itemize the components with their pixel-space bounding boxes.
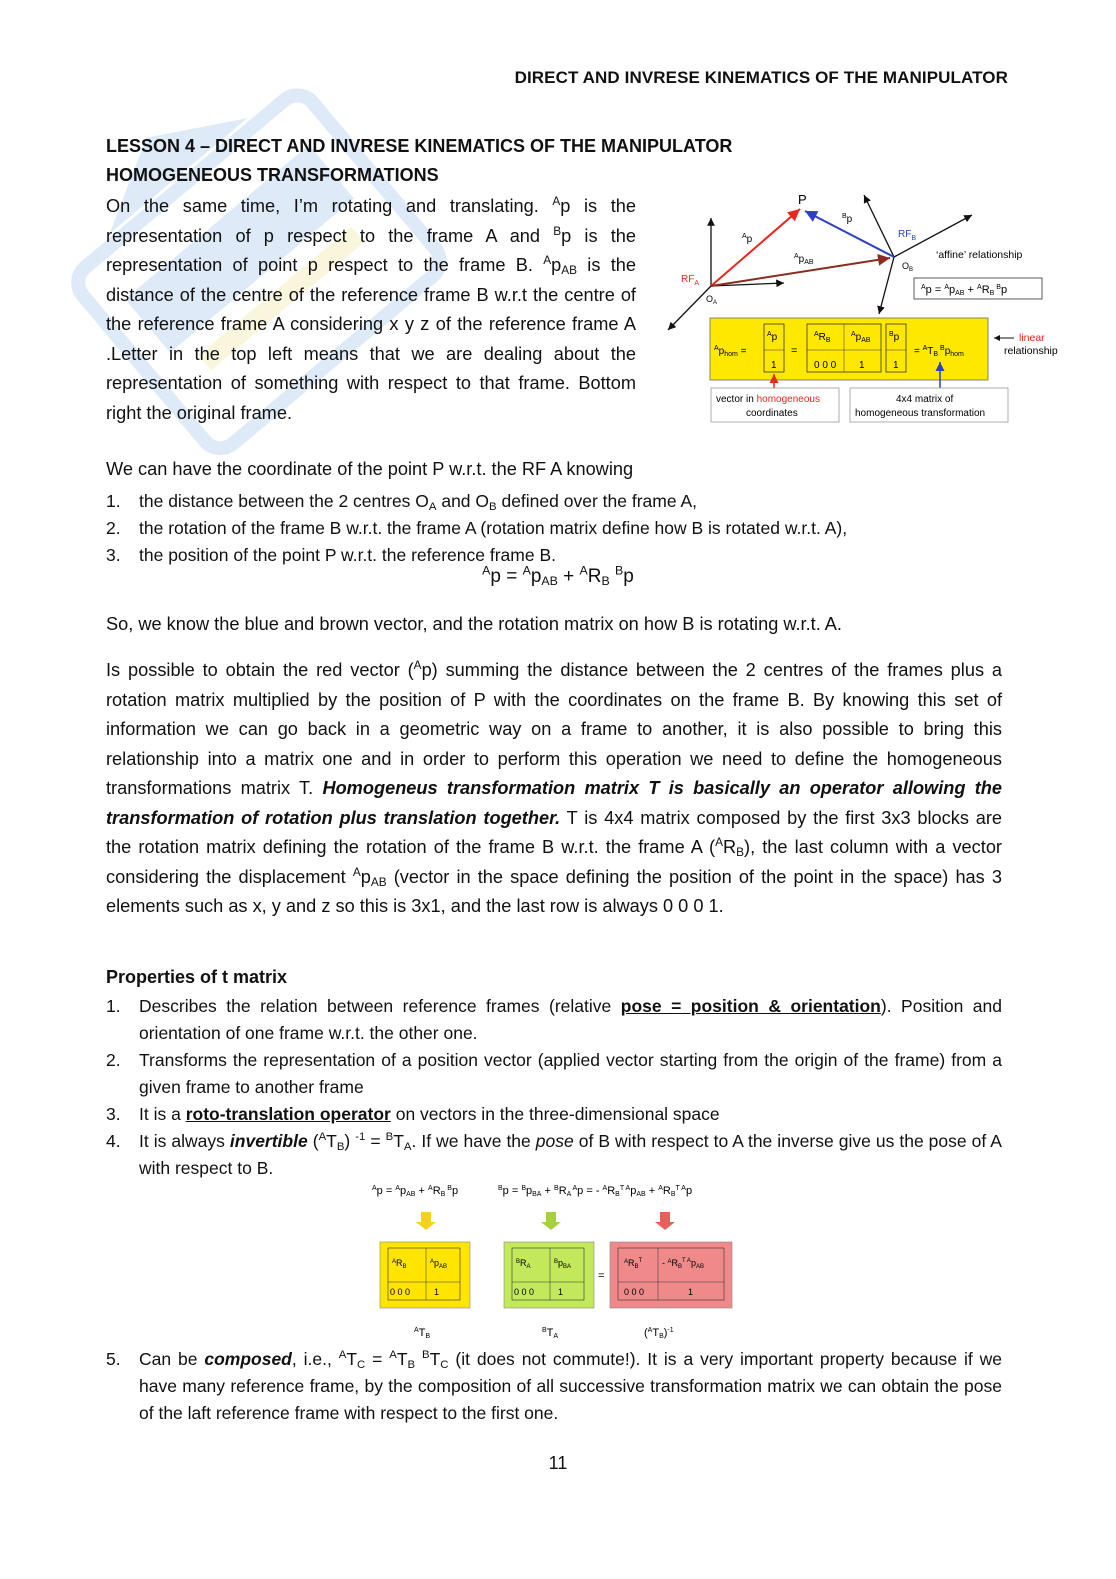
svg-text:ARBT: $^AR_B^T$ xyxy=(624,1258,643,1270)
red-arrow xyxy=(655,1212,675,1230)
page-header: DIRECT AND INVRESE KINEMATICS OF THE MANIPULATOR xyxy=(514,68,1008,87)
list-item: 3. It is a roto-translation operator on vectors in the three-dimensional space xyxy=(106,1104,720,1124)
inverse-matrix-diagram xyxy=(368,1178,738,1342)
svg-text:= ATB Bphom: = $^AT_B$ $^Bp_{hom}$ xyxy=(914,345,964,358)
frame-b-y-axis xyxy=(864,195,894,257)
paragraph-coordinates: We can have the coordinate of the point P w.r.t. the RF A knowing xyxy=(106,459,634,479)
svg-text:Ap: $^A$p xyxy=(742,233,753,245)
paragraph-vectors: So, we know the blue and brown vector, and the rotation matrix on how B is rotating w.r.t. A. xyxy=(106,614,842,634)
green-arrow xyxy=(541,1212,561,1230)
svg-text:ARB: $^AR_B$ xyxy=(814,331,831,344)
knowledge-list xyxy=(106,488,1006,569)
frame-a-z-axis xyxy=(668,286,711,330)
linear-label: linear xyxy=(1019,332,1045,344)
svg-text:1: 1 xyxy=(771,360,777,371)
svg-text:ApAB: $^Ap_{AB}$ xyxy=(430,1258,448,1270)
intro-paragraph: On the same time, I’m rotating and translating. $^A$p is the representation of p respect to the frame A and $^B$p is the representation of point p respect to the frame B. $^Ap_{AB}$ is the distance of the centre of the reference frame B w.r.t the centre of the reference frame A considering x y z of the reference frame A .Letter in the top left means that we are dealing about the representation of something with respect to that frame. Bottom right the original frame. xyxy=(106,193,636,423)
svg-text:Ap = ApAB + ARB Bp: $^A$p = $^A$pAB + $^A$RB $^B$p xyxy=(921,284,1008,297)
svg-text:homogeneous transformation: homogeneous transformation xyxy=(855,408,986,419)
svg-text:BTA: $^B$TA xyxy=(542,1327,559,1340)
svg-text:Bp = BpBA + BRA Ap = - ARBT Ap: $^B$p = $^B$pBA + $^B$RA $^A$p = - $^ARB^T$ ApAB + $^ARB^T$ Ap xyxy=(498,1185,693,1198)
svg-text:=: = xyxy=(791,345,798,357)
svg-text:0 0 0: 0 0 0 xyxy=(514,1287,535,1297)
page-number: 11 xyxy=(548,1453,568,1473)
list-item: 3. the position of the point P w.r.t. the reference frame B. xyxy=(106,545,557,565)
svg-text:(ATB)-1: $(^ATB)^{-1}$ xyxy=(644,1327,674,1340)
paragraph-homogeneous: Is possible to obtain the red vector ($^A$p) summing the distance between the 2 centres of the frames plus a rotation matrix multiplied by the position of P with the coordinates on the frame B. By knowing this set of information we can go back in a geometric way on a frame to another, it is also possible to bring this relationship into a matrix one and in order to perform this operation we need to define the homogeneous transformations matrix T. Homogeneus transformation matrix T is basically an operator allowing the transformation of rotation plus translation together. T is 4x4 matrix composed by the first 3x3 blocks are the rotation matrix defining the rotation of the frame B w.r.t. the frame A $(^AR_B)$, the last column with a vector considering the displacement $^Ap_{AB}$ (vector in the space defining the position of the point in the space) has 3 elements such as x, y and z so this is 3x1, and the last row is always 0 0 0 1. xyxy=(106,657,1003,916)
svg-text:BpBA: $^Bp_{BA}$ xyxy=(554,1258,572,1270)
matrix-atb-inverse xyxy=(610,1242,732,1308)
yellow-arrow xyxy=(416,1212,436,1230)
svg-text:4x4 matrix of: 4x4 matrix of xyxy=(896,394,954,405)
svg-text:BRA: $^BR_A$ xyxy=(516,1258,531,1270)
label-p: P xyxy=(798,192,807,207)
svg-text:relationship: relationship xyxy=(1004,345,1058,357)
svg-text:1: 1 xyxy=(688,1287,694,1297)
list-item: 1. Describes the relation between reference frames (relative pose = position & orientation). Position and orientation of one frame w.r.t. the other one. xyxy=(106,996,1002,1043)
properties-list-continued xyxy=(106,1346,1002,1427)
matrix-atb xyxy=(380,1242,470,1308)
svg-text:Bp: $^B$p xyxy=(842,213,853,225)
svg-text:1: 1 xyxy=(434,1287,440,1297)
frame-b-z-axis xyxy=(879,257,894,314)
svg-text:OA: $O_A$ xyxy=(706,294,718,306)
matrix-bta xyxy=(504,1242,594,1308)
svg-text:Ap = ApAB + ARB Bp: $^A$p = $^A$pAB + $^A$RB $^B$p xyxy=(372,1185,459,1198)
list-item: 4. It is always invertible $(^AT_B) ^{-1} = ^BT_A$. If we have the pose of B with respect to A the inverse give us the pose of A with respect to B. xyxy=(106,1131,1002,1178)
svg-text:RFA: $RF_A$ xyxy=(681,274,700,287)
properties-list xyxy=(106,993,1002,1182)
equation-ap: $^Ap = ^Ap_{AB} + ^AR_B$ $^B$p xyxy=(482,563,634,589)
svg-text:- ARBT ApAB: - $^AR_B^T$ $Ap_{AB}$ xyxy=(662,1258,704,1270)
affine-label: ‘affine’ relationship xyxy=(936,249,1023,261)
svg-text:OB: $O_B$ xyxy=(902,261,914,273)
svg-text:coordinates: coordinates xyxy=(746,408,798,419)
svg-text:Ap: $^A$p xyxy=(767,331,778,343)
properties-heading: Properties of t matrix xyxy=(106,967,288,987)
svg-text:1: 1 xyxy=(893,360,899,371)
svg-text:ApAB: $^Ap_{AB}$ xyxy=(794,253,814,266)
svg-text:ATB: $^A$TB xyxy=(414,1327,431,1340)
svg-text:1: 1 xyxy=(558,1287,564,1297)
svg-text:Aphom =: $^Ap_{hom}$ = xyxy=(714,345,747,358)
svg-text:0 0 0: 0 0 0 xyxy=(390,1287,411,1297)
svg-text:=: = xyxy=(598,1270,605,1282)
svg-text:1: 1 xyxy=(859,360,865,371)
svg-text:ARB: $^AR_B$ xyxy=(392,1258,407,1270)
section-title: HOMOGENEOUS TRANSFORMATIONS xyxy=(106,165,439,185)
svg-text:Bp: $^B$p xyxy=(889,331,900,343)
svg-text:0 0 0: 0 0 0 xyxy=(624,1287,645,1297)
list-item: 5. Can be composed, i.e., $^AT_C = ^AT_B$ $^BT_C$ (it does not commute!). It is a very important property because if we have many reference frame, by the composition of all successive transformation matrix we can obtain the pose of the laft reference frame with respect to the first one. xyxy=(106,1349,1002,1423)
list-item: 2. Transforms the representation of a position vector (applied vector starting from the origin of the frame) from a given frame to another frame xyxy=(106,1050,1002,1097)
reference-frames-diagram xyxy=(664,190,1074,430)
svg-text:RFB: $RF_B$ xyxy=(898,229,917,242)
list-item: 1. the distance between the 2 centres $O_A$ and $O_B$ defined over the frame A, xyxy=(106,491,698,513)
svg-text:ApAB: $^Ap_{AB}$ xyxy=(851,331,871,344)
lesson-title: LESSON 4 – DIRECT AND INVRESE KINEMATICS OF THE MANIPULATOR xyxy=(106,136,733,156)
svg-text:vector in homogeneous: vector in homogeneous xyxy=(716,394,820,405)
list-item: 2. the rotation of the frame B w.r.t. the frame A (rotation matrix define how B is rotated w.r.t. A), xyxy=(106,518,848,538)
svg-text:0 0 0: 0 0 0 xyxy=(814,360,837,371)
